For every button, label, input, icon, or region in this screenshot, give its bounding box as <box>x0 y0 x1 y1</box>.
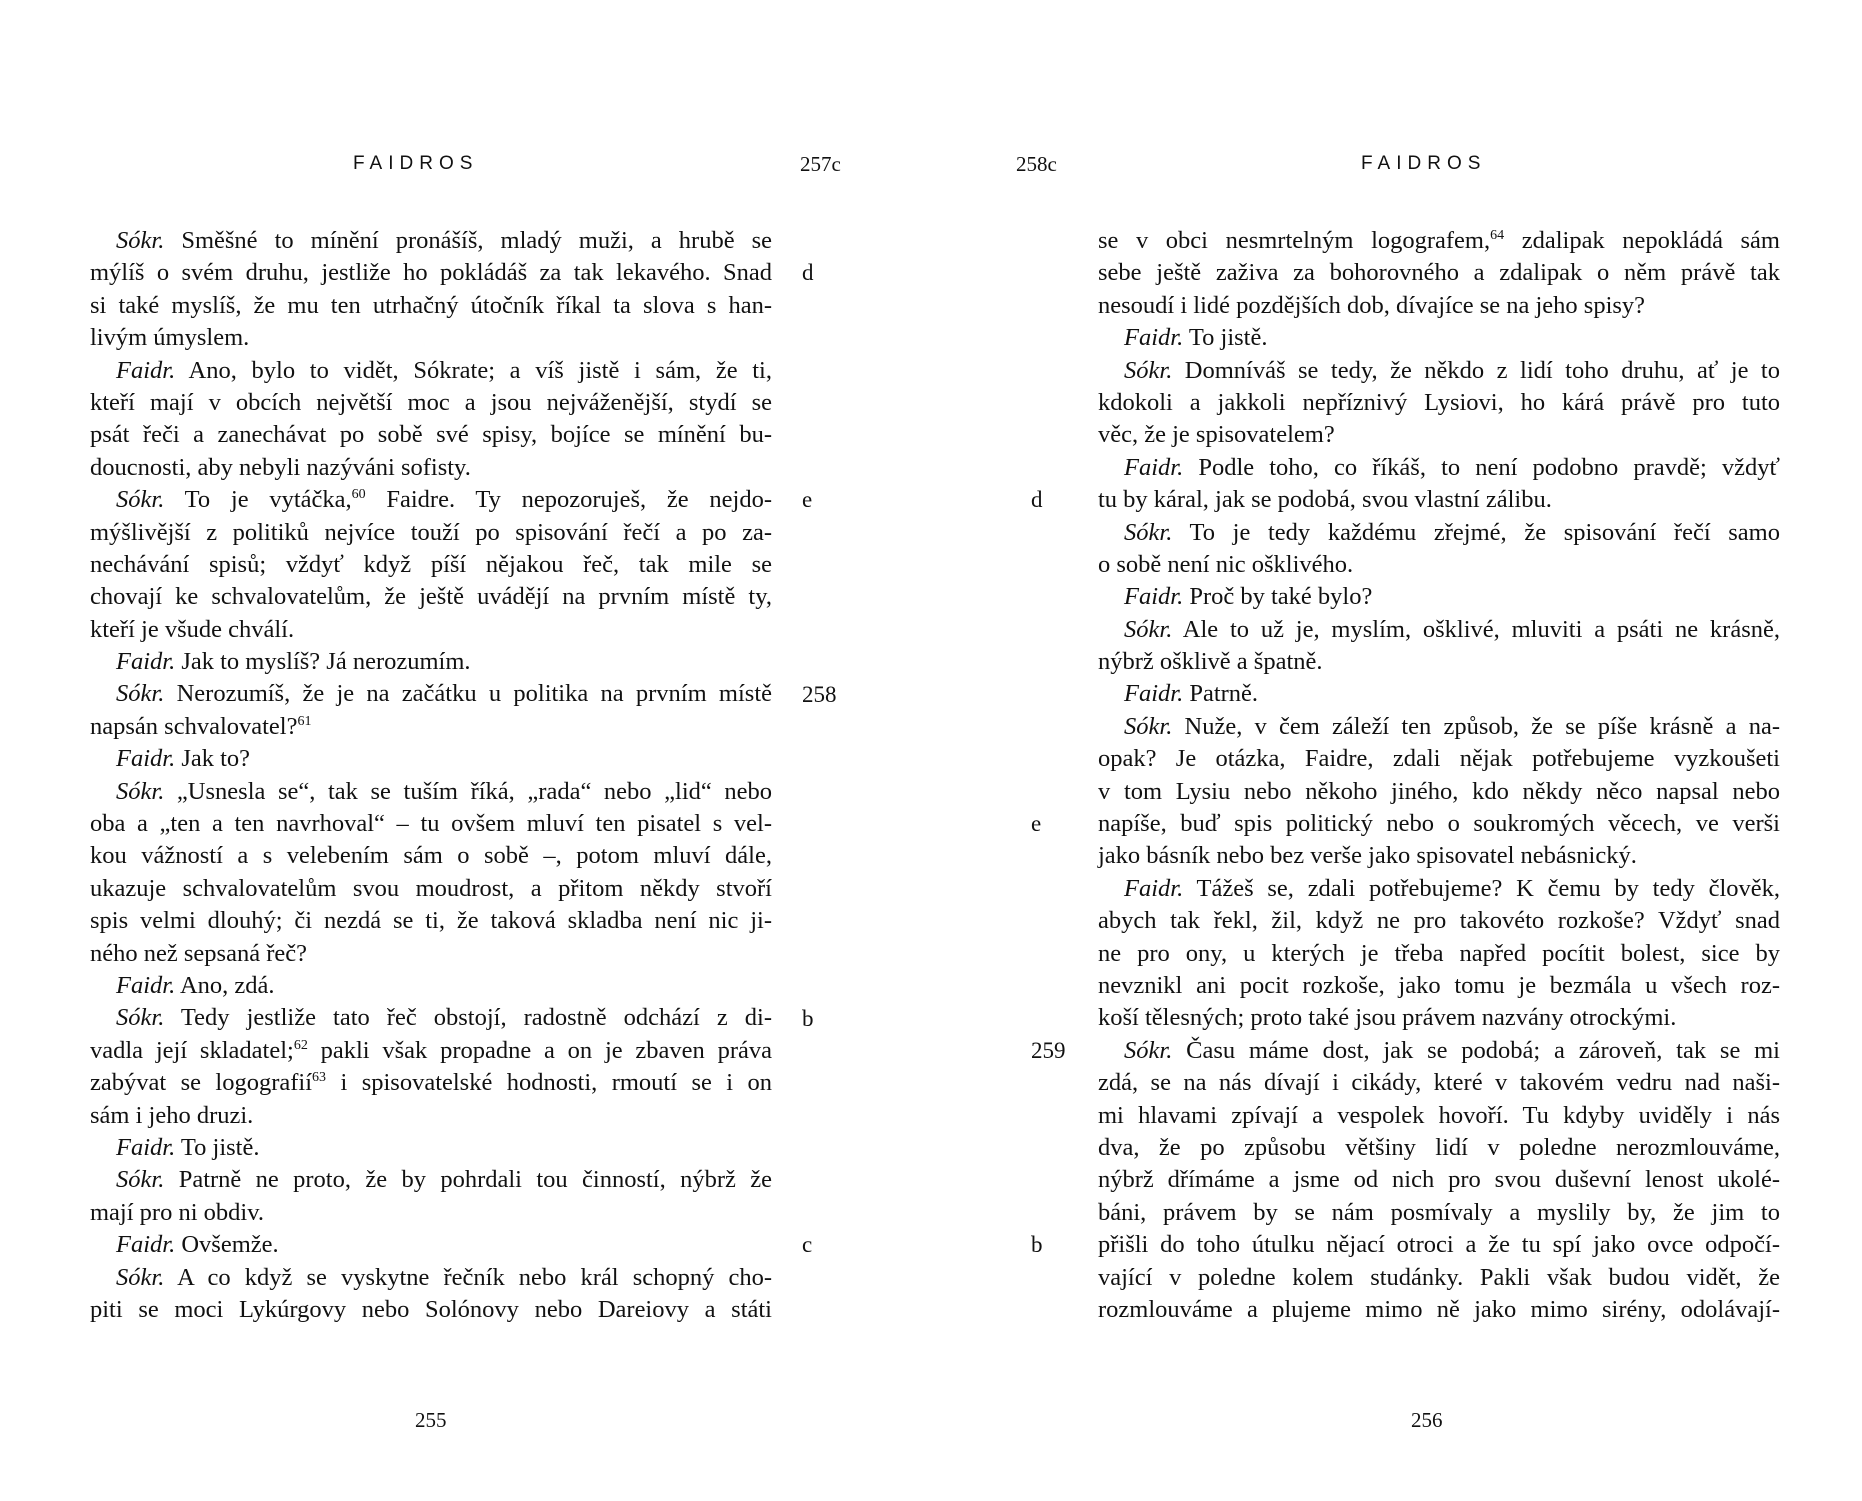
text-line <box>1098 257 1780 289</box>
line-text: nýbrž ošklivě a špatně. <box>1098 648 1323 676</box>
line-text: napíše, buď spis politický nebo o soukromých věcech, ve verši <box>1098 810 1780 838</box>
line-text: kteří je všude chválí. <box>90 615 295 643</box>
line-text: kdokoli a jakkoli nepříznivý Lysiovi, ho kárá právě pro tuto <box>1098 388 1780 416</box>
line-text: nechávání spisů; vždyť když píší nějakou řeč, tak mile se <box>90 550 772 578</box>
text-line <box>90 840 772 872</box>
line-text: Nerozumíš, že je na začátku u politika na prvním místě <box>164 680 772 708</box>
text-line <box>90 257 772 289</box>
speaker-name: Sókr. <box>116 1166 165 1194</box>
line-text: zabývat se logografií <box>90 1069 313 1097</box>
line-text: sám i jeho druzi. <box>90 1101 254 1129</box>
speaker-name: Faidr. <box>116 648 176 676</box>
text-line <box>1098 905 1780 937</box>
speaker-name: Faidr. <box>116 1133 176 1161</box>
text-line <box>1098 1197 1780 1229</box>
text-line <box>90 905 772 937</box>
text-line <box>1098 484 1780 516</box>
line-text: sebe ještě zaživa za bohorovného a zdalipak o něm právě tak <box>1098 259 1780 287</box>
text-block <box>90 225 772 1326</box>
line-text: zdá, se na nás dívají i cikády, které v takovém vedru nad naši- <box>1098 1069 1780 1097</box>
footnote-ref: 64 <box>1490 228 1505 243</box>
line-text: piti se moci Lykúrgovy nebo Solónovy nebo Dareiovy a státi <box>90 1295 772 1323</box>
line-text: opak? Je otázka, Faidre, zdali nějak potřebujeme vyzkoušeti <box>1098 745 1780 773</box>
text-line <box>90 678 772 710</box>
text-line <box>1098 1035 1780 1067</box>
speaker-name: Sókr. <box>116 680 165 708</box>
text-line <box>1098 355 1780 387</box>
text-line <box>1098 1229 1780 1261</box>
text-line <box>90 1262 772 1294</box>
line-text: To je vytáčka, <box>164 486 352 514</box>
line-text: „Usnesla se“, tak se tuším říká, „rada“ nebo „lid“ nebo <box>164 777 772 805</box>
speaker-name: Faidr. <box>116 356 176 384</box>
speaker-name: Sókr. <box>116 777 165 805</box>
line-text: doucnosti, aby nebyli nazýváni sofisty. <box>90 453 471 481</box>
text-line <box>1098 646 1780 678</box>
text-line <box>1098 419 1780 451</box>
line-text: vadla její skladatel; <box>90 1036 294 1064</box>
text-line <box>1098 711 1780 743</box>
text-line <box>1098 322 1780 354</box>
text-line <box>90 711 772 743</box>
line-text: To jistě. <box>175 1133 260 1161</box>
text-line <box>90 970 772 1002</box>
running-title: FAIDROS <box>353 153 479 174</box>
speaker-name: Sókr. <box>1124 1036 1173 1064</box>
text-line <box>1098 1002 1780 1034</box>
line-text: Tážeš se, zdali potřebujeme? K čemu by tedy člověk, <box>1183 874 1780 902</box>
text-line <box>1098 387 1780 419</box>
line-text: Podle toho, co říkáš, to není podobno pravdě; vždyť <box>1183 453 1780 481</box>
text-line <box>90 517 772 549</box>
line-text: Patrně ne proto, že by pohrdali tou činností, nýbrž že <box>164 1166 772 1194</box>
footnote-ref: 62 <box>293 1037 308 1053</box>
line-text: ukazuje schvalovatelům svou moudrost, a přitom někdy stvoří <box>90 874 772 902</box>
text-line <box>90 322 772 354</box>
line-text: věc, že je spisovatelem? <box>1098 421 1335 449</box>
line-text: Času máme dost, jak se podobá; a zároveň, tak se mi <box>1172 1036 1780 1064</box>
text-line <box>90 549 772 581</box>
text-line <box>90 743 772 775</box>
text-line <box>90 646 772 678</box>
text-line <box>90 873 772 905</box>
stephanus-number: 258c <box>1016 152 1057 176</box>
text-line <box>1098 452 1780 484</box>
speaker-name: Faidr. <box>1124 453 1184 481</box>
line-text: o sobě není nic ošklivého. <box>1098 550 1354 578</box>
line-text: vající v poledne kolem studánky. Pakli však budou vidět, že <box>1098 1263 1780 1291</box>
line-text: kteří mají v obcích největší moc a jsou nejváženější, stydí se <box>90 388 772 416</box>
text-line <box>1098 1132 1780 1164</box>
text-line <box>90 808 772 840</box>
line-text: mýšlivější z politiků nejvíce touží po spisování řečí a po za- <box>90 518 772 546</box>
text-line <box>1098 873 1780 905</box>
line-text: Nuže, v čem záleží ten způsob, že se píše krásně a na- <box>1172 712 1780 740</box>
page-number: 255 <box>415 1408 447 1432</box>
stephanus-marker: 259 <box>1031 1038 1066 1063</box>
stephanus-marker: 258 <box>802 681 837 707</box>
line-text: Ale to už je, myslím, ošklivé, mluviti a psáti ne krásně, <box>1172 615 1780 643</box>
text-line <box>1098 808 1780 840</box>
line-text: rozmlouváme a plujeme mimo ně jako mimo sirény, odolávají- <box>1098 1295 1780 1323</box>
line-text: Ano, zdá. <box>175 971 275 999</box>
text-line <box>90 419 772 451</box>
line-text: spis velmi dlouhý; či nezdá se ti, že taková skladba není nic ji- <box>90 907 772 935</box>
speaker-name: Faidr. <box>116 971 176 999</box>
text-line <box>90 938 772 970</box>
line-text: v tom Lysiu nebo někoho jiného, kdo někdy něco napsal nebo <box>1098 777 1780 805</box>
text-line <box>90 1035 772 1067</box>
text-line <box>1098 743 1780 775</box>
line-text: nevznikl ani pocit rozkoše, jako tomu je bezmála u všech roz- <box>1098 971 1780 999</box>
text-block <box>1098 225 1780 1326</box>
text-line <box>1098 549 1780 581</box>
stephanus-number: 257c <box>800 152 841 176</box>
stephanus-marker: b <box>802 1005 814 1031</box>
text-line <box>90 1164 772 1196</box>
line-text: A co když se vyskytne řečník nebo král schopný cho- <box>164 1263 772 1291</box>
running-title: FAIDROS <box>1361 153 1487 174</box>
text-line <box>90 776 772 808</box>
text-line <box>1098 290 1780 322</box>
speaker-name: Sókr. <box>1124 712 1173 740</box>
line-text: Ano, bylo to vidět, Sókrate; a víš jistě i sám, že ti, <box>175 356 772 384</box>
line-text: mi hlavami zpívají a vespolek hovoří. Tu kdyby uviděly i nás <box>1098 1101 1780 1129</box>
speaker-name: Faidr. <box>1124 680 1184 708</box>
page-number: 256 <box>1411 1408 1443 1432</box>
line-text: nýbrž dřímáme a jsme od nich pro svou duševní lenost ukolé- <box>1098 1166 1780 1194</box>
line-text: ne pro ony, u kterých je třeba napřed pocítit bolest, sice by <box>1098 939 1780 967</box>
text-line <box>90 355 772 387</box>
speaker-name: Sókr. <box>1124 615 1173 643</box>
line-text: nesoudí i lidé pozdějších dob, dívajíce se na jeho spisy? <box>1098 291 1646 319</box>
stephanus-marker: d <box>802 260 814 286</box>
footnote-ref: 60 <box>351 487 366 503</box>
text-line <box>90 581 772 613</box>
line-text: Tedy jestliže tato řeč obstojí, radostně odchází z di- <box>164 1004 772 1032</box>
speaker-name: Faidr. <box>1124 874 1184 902</box>
text-line <box>90 387 772 419</box>
text-line <box>90 290 772 322</box>
text-line <box>90 225 772 257</box>
line-text: livým úmyslem. <box>90 324 250 352</box>
text-line <box>1098 1100 1780 1132</box>
text-line <box>90 452 772 484</box>
right-page <box>931 0 1862 1501</box>
line-text: To je tedy každému zřejmé, že spisování řečí samo <box>1172 518 1780 546</box>
line-text: kou vážností a s velebením sám o sobě –, potom mluví dále, <box>90 842 772 870</box>
text-line <box>1098 1294 1780 1326</box>
text-line <box>1098 581 1780 613</box>
text-line <box>1098 225 1780 257</box>
speaker-name: Sókr. <box>1124 518 1173 546</box>
text-line <box>1098 776 1780 808</box>
text-line <box>90 614 772 646</box>
text-line <box>90 1132 772 1164</box>
text-line <box>90 1197 772 1229</box>
speaker-name: Sókr. <box>116 1263 165 1291</box>
line-text: mýlíš o svém druhu, jestliže ho pokládáš za tak lekavého. Snad <box>90 259 772 287</box>
line-text: abych tak řekl, žil, když ne pro takovéto rozkoše? Vždyť snad <box>1098 907 1780 935</box>
stephanus-marker: e <box>1031 811 1042 837</box>
line-text: se v obci nesmrtelným logografem, <box>1098 227 1491 254</box>
line-text: tu by káral, jak se podobá, svou vlastní zálibu. <box>1098 486 1552 514</box>
line-text: dva, že po způsobu většiny lidí v poledne nerozmlouváme, <box>1098 1133 1780 1161</box>
speaker-name: Sókr. <box>116 1004 165 1032</box>
line-text: jako básník nebo bez verše jako spisovatel nebásnický. <box>1098 842 1637 870</box>
speaker-name: Sókr. <box>1124 356 1173 384</box>
line-text: mají pro ni obdiv. <box>90 1198 264 1226</box>
stephanus-marker: e <box>802 487 813 513</box>
stephanus-marker: b <box>1031 1232 1043 1258</box>
text-line <box>1098 678 1780 710</box>
line-text: napsán schvalovatel? <box>90 712 298 740</box>
line-text-tail: i spisovatelské hodnosti, rmoutí se i on <box>326 1069 772 1097</box>
speaker-name: Faidr. <box>116 745 176 773</box>
line-text: Proč by také bylo? <box>1183 583 1373 611</box>
text-line <box>90 1002 772 1034</box>
line-text: Domníváš se tedy, že někdo z lidí toho druhu, ať je to <box>1172 356 1780 384</box>
line-text: oba a „ten a ten navrhoval“ – tu ovšem mluví ten pisatel s vel- <box>90 810 772 838</box>
text-line <box>1098 970 1780 1002</box>
text-line <box>90 1067 772 1099</box>
line-text: psát řeči a zanechávat po sobě své spisy, bojíce se mínění bu- <box>90 421 772 449</box>
line-text: Jak to myslíš? Já nerozumím. <box>175 648 471 676</box>
text-line <box>90 1100 772 1132</box>
speaker-name: Faidr. <box>116 1231 176 1259</box>
text-line <box>1098 1164 1780 1196</box>
line-text: Ovšemže. <box>175 1231 279 1259</box>
stephanus-marker: c <box>802 1232 813 1258</box>
text-line <box>1098 517 1780 549</box>
footnote-ref: 63 <box>312 1070 327 1086</box>
speaker-name: Faidr. <box>1124 324 1184 352</box>
line-text: Patrně. <box>1183 680 1259 708</box>
line-text-tail: pakli však propadne a on je zbaven práva <box>307 1036 772 1064</box>
speaker-name: Sókr. <box>116 486 165 514</box>
text-line <box>1098 840 1780 872</box>
line-text: Jak to? <box>175 745 251 773</box>
text-line <box>90 1294 772 1326</box>
text-line <box>90 1229 772 1261</box>
text-line <box>1098 938 1780 970</box>
line-text: báni, právem by se nám posmívaly a myslily by, že jim to <box>1098 1198 1780 1226</box>
footnote-ref: 61 <box>297 713 312 729</box>
text-line <box>1098 614 1780 646</box>
line-text: ného než sepsaná řeč? <box>90 939 307 967</box>
line-text: si také myslíš, že mu ten utrhačný útočník říkal ta slova s han- <box>90 291 772 319</box>
text-line <box>1098 1262 1780 1294</box>
line-text-tail: zdalipak nepokládá sám <box>1504 227 1780 254</box>
text-line <box>90 484 772 516</box>
line-text: chovají ke schvalovatelům, že ještě uvádějí na prvním místě ty, <box>90 583 772 611</box>
line-text: koší tělesných; proto také jsou právem nazvány otrockými. <box>1098 1004 1677 1032</box>
line-text: přišli do toho útulku nějací otroci a že tu spí jako ovce odpočí- <box>1098 1231 1780 1259</box>
speaker-name: Faidr. <box>1124 583 1184 611</box>
line-text: To jistě. <box>1183 324 1268 352</box>
line-text: Směšné to mínění pronášíš, mladý muži, a hrubě se <box>164 227 772 254</box>
line-text-tail: Faidre. Ty nepozoruješ, že nejdo- <box>365 486 772 514</box>
text-line <box>1098 1067 1780 1099</box>
stephanus-marker: d <box>1031 487 1043 513</box>
speaker-name: Sókr. <box>116 227 165 254</box>
